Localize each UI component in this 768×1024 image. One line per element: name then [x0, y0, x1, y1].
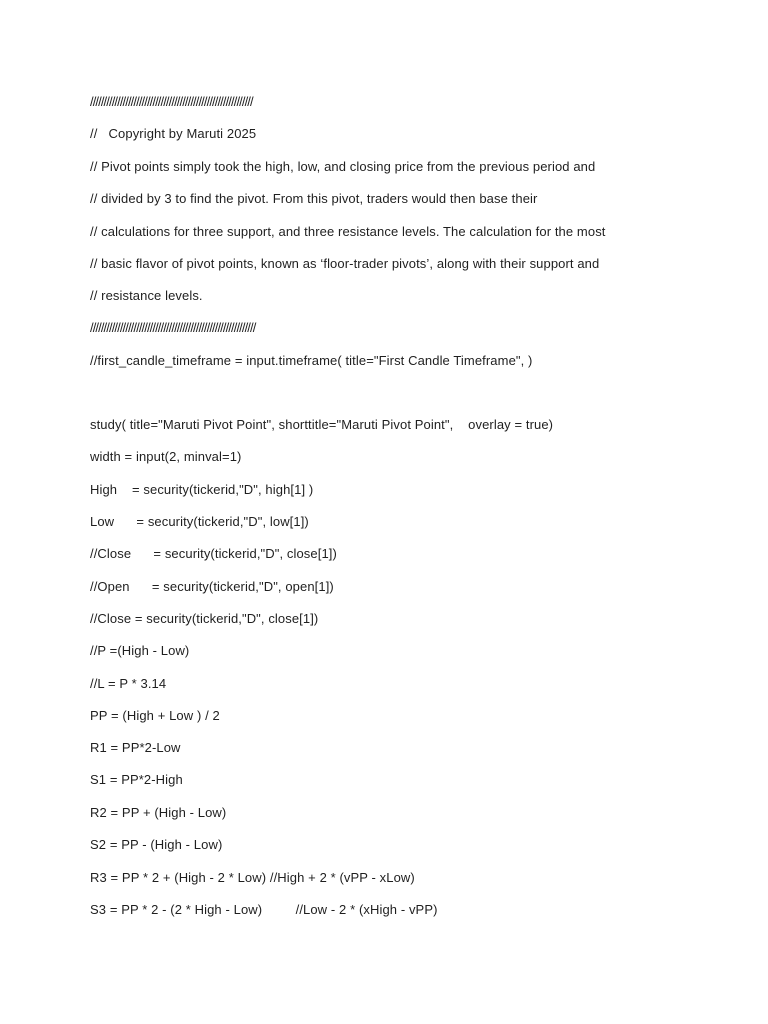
copyright-comment: // Copyright by Maruti 2025	[90, 126, 257, 141]
code-line-p-comment: //P =(High - Low)	[90, 643, 190, 658]
code-line-study: study( title="Maruti Pivot Point", shorttitle="Maruti Pivot Point", overlay = true)	[90, 417, 554, 432]
code-line-l-comment: //L = P * 3.14	[90, 676, 167, 691]
code-line-r1: R1 = PP*2-Low	[90, 740, 181, 755]
code-line-s3: S3 = PP * 2 - (2 * High - Low) //Low - 2 * (xHigh - vPP)	[90, 902, 438, 917]
code-line-high: High = security(tickerid,"D", high[1] )	[90, 482, 314, 497]
description-comment-line-4: // basic flavor of pivot points, known as ‘floor-trader pivots’, along with their support and	[90, 256, 600, 271]
code-line-close-comment-2: //Close = security(tickerid,"D", close[1])	[90, 611, 319, 626]
separator-line-top: ////////////////////////////////////////////////////////////	[90, 94, 253, 109]
separator-line-bottom: /////////////////////////////////////////////////////////////	[90, 320, 256, 335]
code-line-s2: S2 = PP - (High - Low)	[90, 837, 223, 852]
description-comment-line-2: // divided by 3 to find the pivot. From this pivot, traders would then base their	[90, 191, 538, 206]
description-comment-line-1: // Pivot points simply took the high, low, and closing price from the previous period and	[90, 159, 596, 174]
code-line-width: width = input(2, minval=1)	[90, 449, 242, 464]
code-line-open-comment: //Open = security(tickerid,"D", open[1])	[90, 579, 334, 594]
code-line-r2: R2 = PP + (High - Low)	[90, 805, 227, 820]
code-line-pp: PP = (High + Low ) / 2	[90, 708, 220, 723]
code-line-s1: S1 = PP*2-High	[90, 772, 183, 787]
code-line-r3: R3 = PP * 2 + (High - 2 * Low) //High + 2 * (vPP - xLow)	[90, 870, 415, 885]
description-comment-line-5: // resistance levels.	[90, 288, 203, 303]
description-comment-line-3: // calculations for three support, and three resistance levels. The calculation for the most	[90, 224, 606, 239]
code-line-low: Low = security(tickerid,"D", low[1])	[90, 514, 309, 529]
code-line-close-comment: //Close = security(tickerid,"D", close[1])	[90, 546, 337, 561]
code-line-timeframe-comment: //first_candle_timeframe = input.timeframe( title="First Candle Timeframe", )	[90, 353, 533, 368]
